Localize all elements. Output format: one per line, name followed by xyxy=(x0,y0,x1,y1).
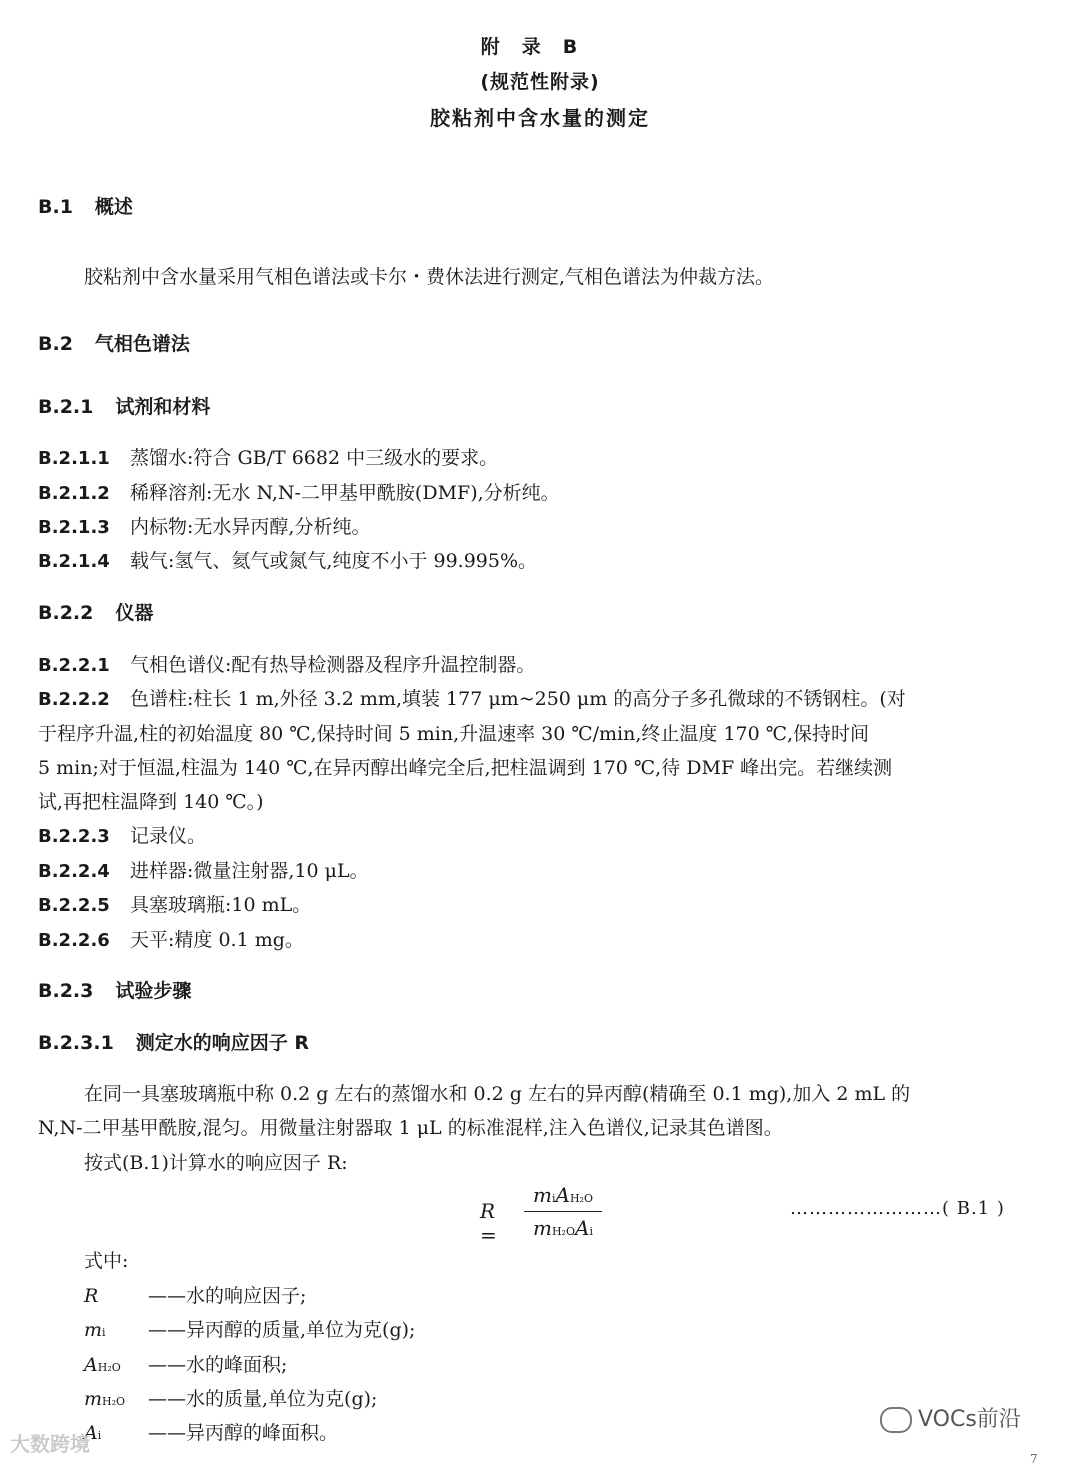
clause-b221: B.2.2.1 气相色谱仪:配有热导检测器及程序升温控制器。 xyxy=(38,654,536,676)
formula-lhs: R = xyxy=(480,1199,497,1247)
section-b1-heading: B.1 概述 xyxy=(38,196,133,218)
b231-paragraph-line1: 在同一具塞玻璃瓶中称 0.2 g 左右的蒸馏水和 0.2 g 左右的异丙醇(精确至 0.1 mg),加入 2 mL 的 xyxy=(84,1083,911,1105)
appendix-title: 胶粘剂中含水量的测定 xyxy=(430,106,650,130)
section-b22-heading: B.2.2 仪器 xyxy=(38,602,154,624)
clause-b214: B.2.1.4 载气:氢气、氦气或氮气,纯度不小于 99.995%。 xyxy=(38,550,538,572)
watermark-left: 大数跨境 xyxy=(10,1432,90,1456)
clause-b222-line4: 试,再把柱温降到 140 ℃。) xyxy=(38,791,264,813)
definition-item: mH₂O ——水的质量,单位为克(g); xyxy=(84,1388,378,1410)
formula-denominator: mH₂OAi xyxy=(533,1216,593,1240)
formula-fraction xyxy=(524,1183,602,1240)
b231-paragraph-line2: N,N-二甲基甲酰胺,混匀。用微量注射器取 1 μL 的标准混样,注入色谱仪,记录其色谱图。 xyxy=(38,1117,783,1139)
clause-b211: B.2.1.1 蒸馏水:符合 GB/T 6682 中三级水的要求。 xyxy=(38,447,499,469)
appendix-label: 附录B xyxy=(480,36,600,58)
definition-item: Ai ——异丙醇的峰面积。 xyxy=(84,1422,339,1444)
clause-b222: B.2.2.2 色谱柱:柱长 1 m,外径 3.2 mm,填装 177 μm~250 μm 的高分子多孔微球的不锈钢柱。(对 xyxy=(38,688,906,710)
section-b1-text: 胶粘剂中含水量采用气相色谱法或卡尔・费休法进行测定,气相色谱法为仲裁方法。 xyxy=(84,266,775,288)
definition-item: AH₂O ——水的峰面积; xyxy=(84,1354,288,1376)
b231-paragraph-line3: 按式(B.1)计算水的响应因子 R: xyxy=(84,1152,348,1174)
equation-number: ……………………( B.1 ) xyxy=(790,1198,1005,1219)
page-number: 7 xyxy=(1030,1452,1038,1466)
formula-numerator: miAH₂O xyxy=(533,1183,593,1207)
section-b2-heading: B.2 气相色谱法 xyxy=(38,333,190,355)
clause-b222-line2: 于程序升温,柱的初始温度 80 ℃,保持时间 5 min,升温速率 30 ℃/min,终止温度 170 ℃,保持时间 xyxy=(38,723,870,745)
fraction-bar xyxy=(524,1211,602,1212)
clause-b213: B.2.1.3 内标物:无水异丙醇,分析纯。 xyxy=(38,516,371,538)
clause-b226: B.2.2.6 天平:精度 0.1 mg。 xyxy=(38,929,304,951)
section-b23-heading: B.2.3 试验步骤 xyxy=(38,980,192,1002)
definitions-intro: 式中: xyxy=(84,1250,129,1272)
clause-b222-line3: 5 min;对于恒温,柱温为 140 ℃,在异丙醇出峰完全后,把柱温调到 170 ℃,待 DMF 峰出完。若继续测 xyxy=(38,757,893,779)
clause-b212: B.2.1.2 稀释溶剂:无水 N,N-二甲基甲酰胺(DMF),分析纯。 xyxy=(38,482,560,504)
definition-item: R ——水的响应因子; xyxy=(84,1285,307,1307)
clause-b224: B.2.2.4 进样器:微量注射器,10 μL。 xyxy=(38,860,369,882)
watermark-right: VOCs前沿 xyxy=(880,1402,1021,1433)
definition-item: mi ——异丙醇的质量,单位为克(g); xyxy=(84,1319,416,1341)
wechat-icon xyxy=(880,1407,912,1433)
section-b231-heading: B.2.3.1 测定水的响应因子 R xyxy=(38,1032,310,1054)
clause-b225: B.2.2.5 具塞玻璃瓶:10 mL。 xyxy=(38,894,312,916)
appendix-type: (规范性附录) xyxy=(480,71,600,93)
clause-b223: B.2.2.3 记录仪。 xyxy=(38,825,207,847)
section-b21-heading: B.2.1 试剂和材料 xyxy=(38,396,211,418)
